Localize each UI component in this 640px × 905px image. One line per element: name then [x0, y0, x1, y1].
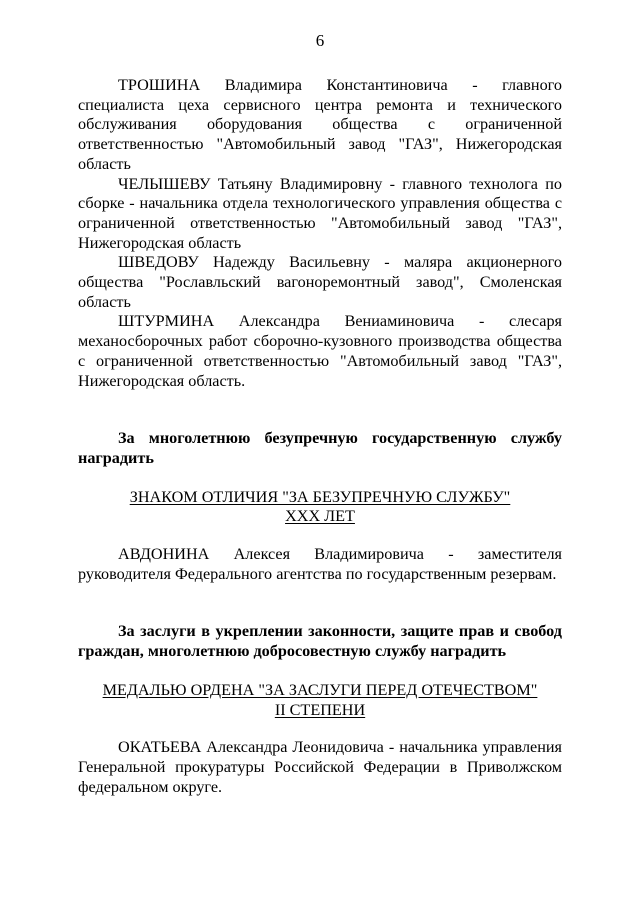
awardee-shturmin: ШТУРМИНА Александра Вениаминовича - слесаря механосборочных работ сборочно-кузовного производства общества с ограниченной ответственностью "Автомобильный завод "ГАЗ", Нижегородская область.	[78, 312, 562, 390]
page-number: 6	[315, 31, 325, 50]
section-heading-service: За многолетнюю безупречную государственную службу наградить	[78, 429, 562, 467]
award-title-line1: МЕДАЛЬЮ ОРДЕНА "ЗА ЗАСЛУГИ ПЕРЕД ОТЕЧЕСТВОМ"	[102, 680, 538, 699]
spacer	[78, 469, 562, 488]
spacer	[78, 720, 562, 738]
awardee-okatyev: ОКАТЬЕВА Александра Леонидовича - начальника управления Генеральной прокуратуры Российской Федерации в Приволжском федеральном округе.	[78, 738, 562, 796]
awardee-chelysheva: ЧЕЛЫШЕВУ Татьяну Владимировну - главного технолога по сборке - начальника отдела технологического управления общества с ограниченной ответственностью "Автомобильный завод "ГАЗ", Нижегородская область	[78, 174, 562, 252]
award-title-line2: II СТЕПЕНИ	[274, 700, 366, 719]
award-title-line1: ЗНАКОМ ОТЛИЧИЯ "ЗА БЕЗУПРЕЧНУЮ СЛУЖБУ"	[129, 487, 511, 506]
award-title-line2: XXX ЛЕТ	[285, 507, 355, 526]
award-title-service-badge	[78, 488, 562, 527]
awardee-avdonin: АВДОНИНА Алексея Владимировича - заместителя руководителя Федерального агентства по государственным резервам.	[78, 545, 562, 583]
spacer	[78, 527, 562, 545]
awardee-troshin: ТРОШИНА Владимира Константиновича - главного специалиста цеха сервисного центра ремонта и технического обслуживания оборудования общества с ограниченной ответственностью "Автомобильный завод "ГАЗ", Нижегородская область	[78, 76, 562, 173]
document-body	[78, 76, 562, 797]
section-heading-merit: За заслуги в укреплении законности, защите прав и свобод граждан, многолетнюю добросовестную службу наградить	[78, 622, 562, 661]
awardee-shvedova: ШВЕДОВУ Надежду Васильевну - маляра акционерного общества "Рославльский вагоноремонтный завод", Смоленская область	[78, 253, 562, 311]
spacer	[78, 662, 562, 681]
spacer	[78, 584, 562, 622]
spacer	[78, 391, 562, 429]
award-title-merit-medal	[78, 681, 562, 720]
